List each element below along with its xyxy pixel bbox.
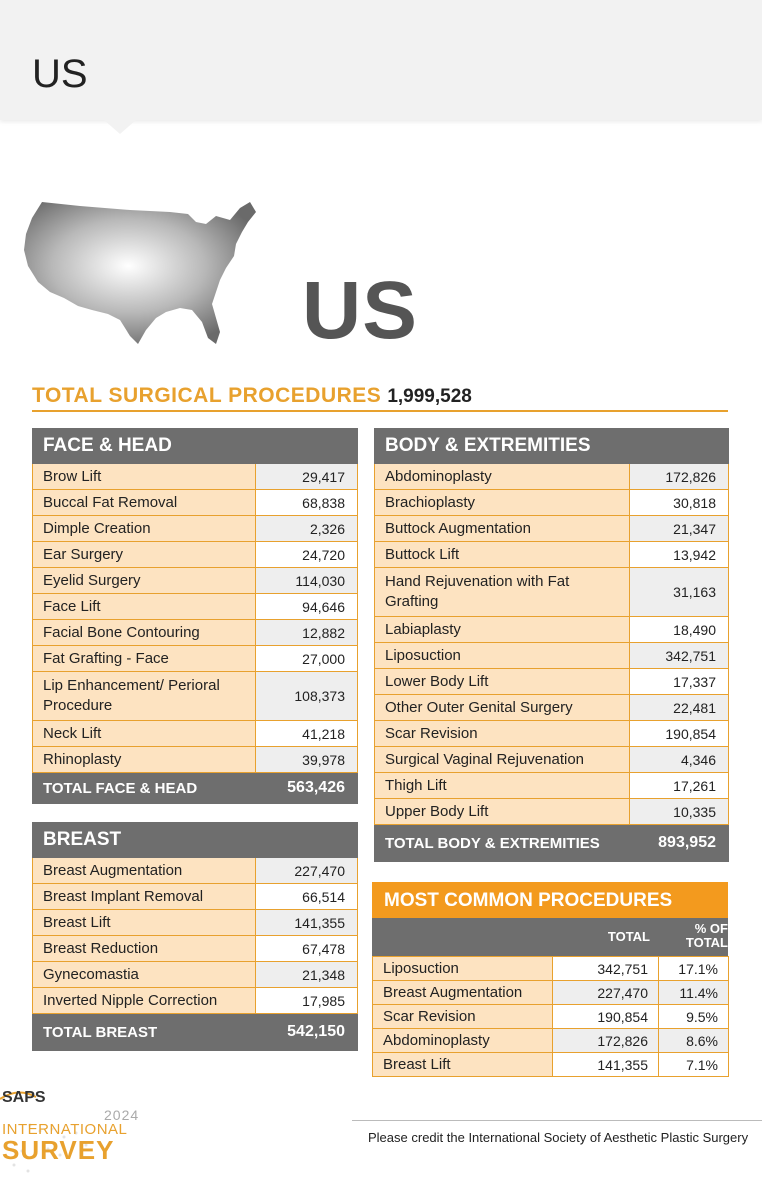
footer-credit: Please credit the International Society of Aesthetic Plastic Surgery — [368, 1130, 749, 1145]
table-row: Buttock Lift 13,942 — [375, 542, 729, 568]
table-row: Upper Body Lift 10,335 — [375, 799, 729, 825]
table-row: Eyelid Surgery 114,030 — [33, 568, 358, 594]
table-row: Breast Augmentation 227,470 11.4% — [373, 981, 729, 1005]
table-row: Scar Revision 190,854 9.5% — [373, 1005, 729, 1029]
table-row: Breast Lift 141,355 7.1% — [373, 1053, 729, 1077]
page-title: US — [32, 52, 88, 96]
table-row: Gynecomastia 21,348 — [33, 962, 358, 988]
table-row: Brachioplasty 30,818 — [375, 490, 729, 516]
isaps-survey-logo — [0, 1085, 170, 1185]
table-row: Lip Enhancement/ Perioral Procedure 108,373 — [33, 672, 358, 721]
body-extremities-table — [374, 428, 729, 862]
breast-title: BREAST — [33, 823, 256, 858]
breast-table — [32, 822, 358, 1051]
table-row: Breast Lift 141,355 — [33, 910, 358, 936]
face-head-title: FACE & HEAD — [33, 429, 256, 464]
body-title: BODY & EXTREMITIES — [375, 429, 630, 464]
table-row: Neck Lift 41,218 — [33, 721, 358, 747]
table-row: Hand Rejuvenation with Fat Grafting 31,163 — [375, 568, 729, 617]
table-row: Buccal Fat Removal 68,838 — [33, 490, 358, 516]
table-row: Lower Body Lift 17,337 — [375, 669, 729, 695]
table-row: Ear Surgery 24,720 — [33, 542, 358, 568]
table-row: Abdominoplasty 172,826 8.6% — [373, 1029, 729, 1053]
table-row: Brow Lift 29,417 — [33, 464, 358, 490]
most-common-title: MOST COMMON PROCEDURES — [372, 882, 728, 918]
tab-notch — [104, 120, 136, 134]
col-total: TOTAL — [607, 929, 650, 944]
table-row: Thigh Lift 17,261 — [375, 773, 729, 799]
total-row: TOTAL BODY & EXTREMITIES 893,952 — [375, 825, 729, 862]
table-row: Facial Bone Contouring 12,882 — [33, 620, 358, 646]
total-row: TOTAL FACE & HEAD 563,426 — [33, 773, 358, 804]
most-common-procedures — [372, 882, 728, 1077]
total-row: TOTAL BREAST 542,150 — [33, 1014, 358, 1051]
country-heading: US — [302, 265, 418, 356]
total-surgical-procedures — [32, 384, 728, 412]
table-row: Dimple Creation 2,326 — [33, 516, 358, 542]
table-row: Other Outer Genital Surgery 22,481 — [375, 695, 729, 721]
table-row: Liposuction 342,751 — [375, 643, 729, 669]
footer-divider — [352, 1120, 762, 1121]
table-row: Face Lift 94,646 — [33, 594, 358, 620]
face-head-table — [32, 428, 358, 804]
col-pct: % OF TOTAL — [685, 921, 728, 950]
table-row: Inverted Nipple Correction 17,985 — [33, 988, 358, 1014]
us-map-icon — [20, 198, 260, 350]
table-row: Rhinoplasty 39,978 — [33, 747, 358, 773]
total-label: TOTAL SURGICAL PROCEDURES — [32, 384, 382, 407]
table-row: Breast Augmentation 227,470 — [33, 858, 358, 884]
table-row: Abdominoplasty 172,826 — [375, 464, 729, 490]
table-row: Buttock Augmentation 21,347 — [375, 516, 729, 542]
table-row: Surgical Vaginal Rejuvenation 4,346 — [375, 747, 729, 773]
table-row: Breast Implant Removal 66,514 — [33, 884, 358, 910]
table-row: Breast Reduction 67,478 — [33, 936, 358, 962]
most-common-table — [372, 956, 729, 1077]
logo-international: INTERNATIONAL — [2, 1121, 128, 1138]
logo-org: SAPS — [2, 1089, 46, 1106]
most-common-header — [372, 918, 728, 956]
table-row: Labiaplasty 18,490 — [375, 617, 729, 643]
logo-year: 2024 — [104, 1107, 140, 1123]
logo-survey: SURVEY — [2, 1135, 115, 1165]
table-row: Liposuction 342,751 17.1% — [373, 957, 729, 981]
table-row: Fat Grafting - Face 27,000 — [33, 646, 358, 672]
total-value: 1,999,528 — [387, 386, 472, 407]
table-row: Scar Revision 190,854 — [375, 721, 729, 747]
top-bar — [0, 0, 762, 120]
